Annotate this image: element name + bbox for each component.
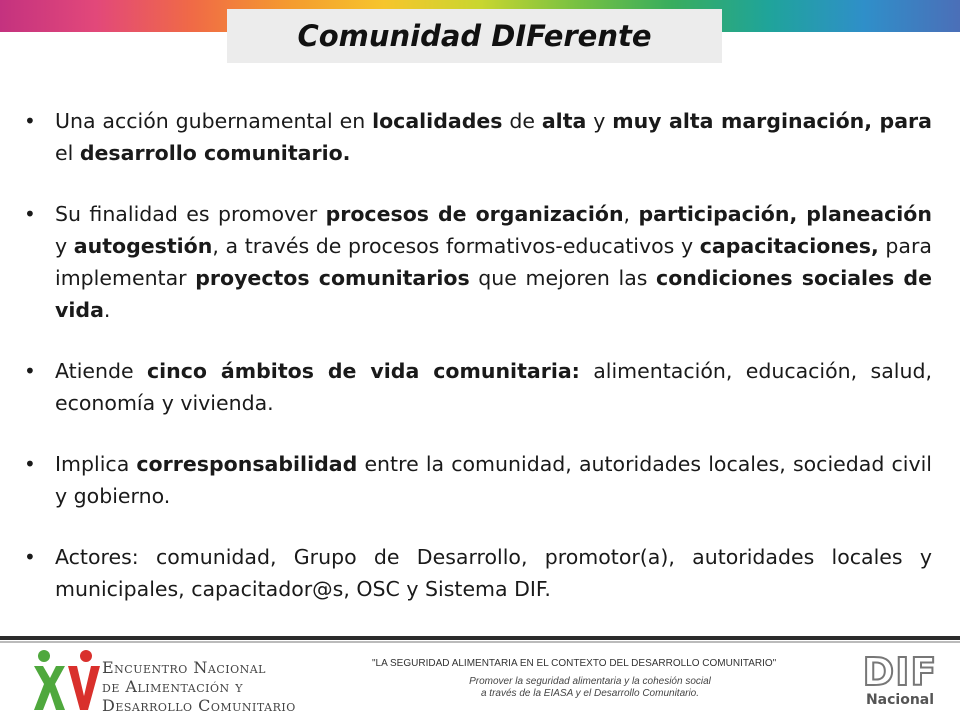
encuentro-nacional-text (102, 658, 296, 715)
event-tagline (440, 676, 740, 700)
bullet-item (20, 541, 932, 605)
bullet-item (20, 198, 932, 326)
bullet-bold-text: participación, planeación (638, 202, 932, 226)
bullet-bold-text: procesos de organización (325, 202, 624, 226)
slide-title: Comunidad DIFerente (297, 19, 652, 53)
bullet-dot: • (24, 452, 36, 476)
slide-title-box (227, 9, 722, 63)
bullet-text: el (55, 141, 80, 165)
bullet-list (20, 105, 932, 605)
bullet-bold-text: alta (541, 109, 587, 133)
bullet-dot: • (24, 359, 36, 383)
bullet-text: y (586, 109, 613, 133)
tagline-line-2: a través de la EIASA y el Desarrollo Comunitario. (480, 688, 700, 699)
bullet-bold-text: capacitaciones, (699, 234, 879, 258)
footer-divider-light (0, 641, 960, 643)
bullet-text: , (623, 202, 639, 226)
bullet-bold-text: desarrollo comunitario. (79, 141, 351, 165)
bullet-text: entre la comunidad, autoridades locales, sociedad civil y gobierno. (55, 452, 932, 508)
bullet-dot: • (24, 545, 36, 569)
bullet-bold-text: localidades (372, 109, 503, 133)
event-quote: "LA SEGURIDAD ALIMENTARIA EN EL CONTEXTO DEL DESARROLLO COMUNITARIO" (372, 658, 777, 669)
bullet-bold-text: cinco ámbitos de vida comunitaria: (146, 359, 580, 383)
bullet-text: Una acción gubernamental en (55, 109, 373, 133)
bullet-text: , a través de procesos formativos-educativos y (212, 234, 700, 258)
encuentro-xv-logo (30, 648, 100, 716)
tagline-line-1: Promover la seguridad alimentaria y la cohesión social (469, 676, 711, 687)
dif-logo-letters: DIF (862, 650, 938, 694)
bullet-dot: • (24, 202, 36, 226)
bullet-text: alimentación, educación, salud, economía y vivienda. (55, 359, 932, 415)
dif-logo-nacional: Nacional (865, 692, 935, 708)
encuentro-line-1: Encuentro Nacional (102, 658, 266, 677)
bullet-dot: • (24, 109, 36, 133)
dif-nacional-logo (862, 652, 938, 716)
bullet-text: Atiende (55, 359, 147, 383)
bullet-item (20, 448, 932, 512)
bullet-bold-text: autogestión (73, 234, 213, 258)
footer-divider (0, 636, 960, 640)
bullet-bold-text: condiciones sociales de vida (55, 266, 932, 322)
bullet-text: que mejoren las (469, 266, 657, 290)
bullet-text: de (502, 109, 542, 133)
bullet-bold-text: corresponsabilidad (136, 452, 358, 476)
encuentro-line-2: de Alimentación y (102, 677, 243, 696)
bullet-bold-text: proyectos comunitarios (195, 266, 470, 290)
bullet-text: para implementar (55, 234, 932, 290)
bullet-text: Actores: comunidad, Grupo de Desarrollo, promotor(a), autoridades locales y municipales, capacitador@s, OSC y Sistema DIF. (55, 545, 932, 601)
bullet-text: Su finalidad es promover (55, 202, 326, 226)
bullet-text: Implica (55, 452, 137, 476)
footer (0, 644, 960, 720)
bullet-bold-text: muy alta marginación, para (612, 109, 932, 133)
bullet-text: . (103, 298, 111, 322)
bullet-text: y (55, 234, 74, 258)
bullet-item (20, 105, 932, 169)
encuentro-line-3: Desarrollo Comunitario (102, 696, 296, 715)
bullet-item (20, 355, 932, 419)
